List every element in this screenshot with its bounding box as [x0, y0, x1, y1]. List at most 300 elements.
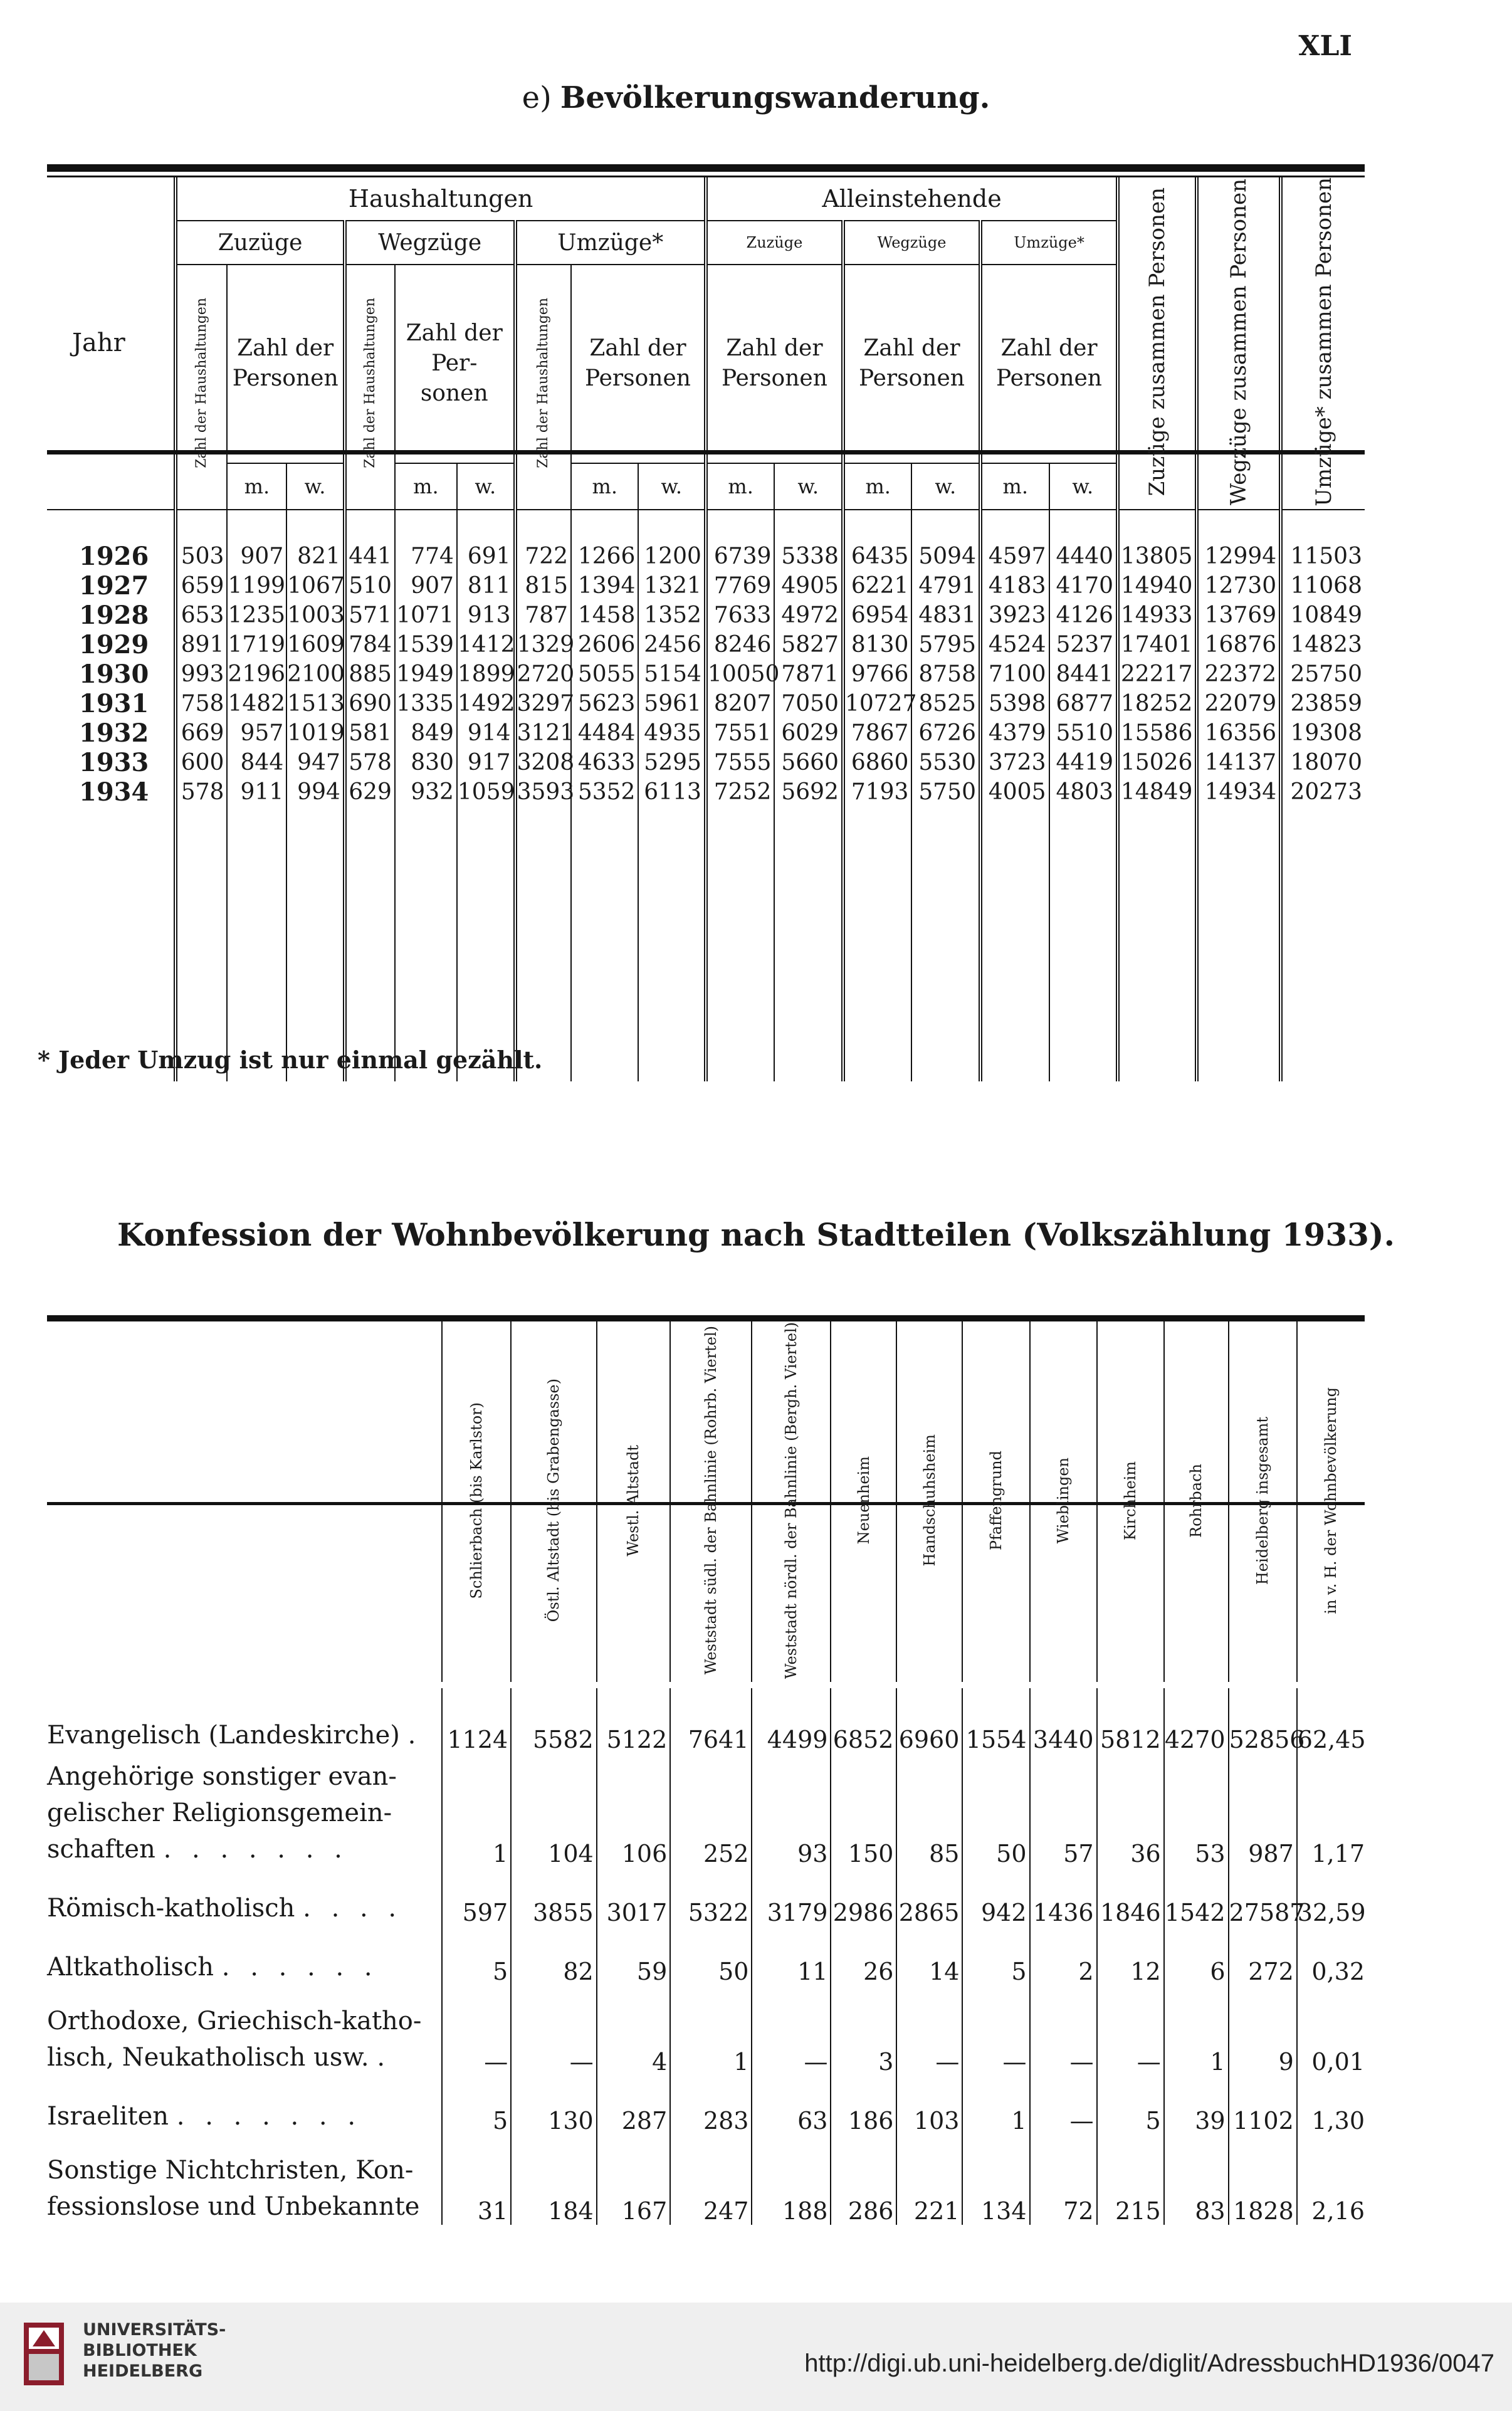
value-cell: 6877: [1049, 689, 1118, 718]
value-cell: 14934: [1197, 777, 1281, 807]
count-cell: 1: [962, 2076, 1029, 2135]
district-column-header: Östl. Altstadt (bis Grabengasse): [511, 1321, 596, 1682]
count-cell: —: [1097, 1985, 1164, 2076]
value-cell: 5295: [638, 748, 705, 777]
value-cell: 3593: [515, 777, 572, 807]
value-cell: 11068: [1281, 571, 1365, 601]
count-cell: 52856: [1229, 1688, 1297, 1753]
count-cell: 150: [831, 1753, 896, 1867]
w-label: w.: [1049, 463, 1118, 510]
hh-wegzuege: Wegzüge: [345, 221, 515, 265]
confession-label: Angehörige sonstiger evan- gelischer Religionsgemein- schaften . . . . . . .: [47, 1762, 397, 1864]
year-cell: 1932: [79, 718, 149, 748]
value-cell: 5530: [911, 748, 980, 777]
value-cell: 7050: [774, 689, 843, 718]
value-cell: 12994: [1197, 542, 1281, 571]
value-cell: 993: [176, 659, 227, 689]
value-cell: 691: [457, 542, 515, 571]
value-cell: 4183: [980, 571, 1049, 601]
confession-row: [47, 1753, 1365, 1867]
value-cell: 20273: [1281, 777, 1365, 807]
count-cell: —: [1030, 1985, 1097, 2076]
value-cell: 4633: [571, 748, 638, 777]
value-cell: 1003: [286, 601, 345, 630]
confession-table: [47, 1321, 1365, 2225]
count-cell: 167: [597, 2135, 671, 2225]
district-column-header: Weststadt südl. der Bahnlinie (Rohrb. Viertel): [670, 1321, 752, 1682]
value-cell: 815: [515, 571, 572, 601]
count-cell: 9: [1229, 1985, 1297, 2076]
value-cell: 1539: [395, 630, 457, 659]
col-zuzuege-zusammen: Zuzüge zusammen Personen: [1118, 177, 1197, 510]
count-cell: —: [962, 1985, 1029, 2076]
w-label: w.: [911, 463, 980, 510]
value-cell: 19308: [1281, 718, 1365, 748]
year-cell: 1934: [79, 777, 149, 807]
col-wegzuege-zusammen: Wegzüge zusammen Personen: [1197, 177, 1281, 510]
value-cell: 3923: [980, 601, 1049, 630]
value-cell: 8130: [843, 630, 912, 659]
value-cell: 4972: [774, 601, 843, 630]
col-umzuege-zusammen: Umzüge* zusammen Personen: [1281, 177, 1365, 510]
value-cell: 4935: [638, 718, 705, 748]
value-cell: 4484: [571, 718, 638, 748]
migration-row: [47, 601, 1365, 630]
value-cell: 2720: [515, 659, 572, 689]
count-cell: 215: [1097, 2135, 1164, 2225]
value-cell: 7551: [706, 718, 775, 748]
count-cell: —: [511, 1985, 596, 2076]
count-cell: 72: [1030, 2135, 1097, 2225]
value-cell: 6435: [843, 542, 912, 571]
value-cell: 8758: [911, 659, 980, 689]
value-cell: 10050: [706, 659, 775, 689]
value-cell: 14940: [1118, 571, 1197, 601]
district-column-header: Westl. Altstadt: [597, 1321, 671, 1682]
section1-title: [0, 80, 1512, 115]
value-cell: 1067: [286, 571, 345, 601]
value-cell: 6954: [843, 601, 912, 630]
value-cell: 1266: [571, 542, 638, 571]
value-cell: 18252: [1118, 689, 1197, 718]
migration-row: [47, 542, 1365, 571]
value-cell: 891: [176, 630, 227, 659]
value-cell: 907: [227, 542, 286, 571]
confession-row: [47, 1867, 1365, 1926]
value-cell: 7769: [706, 571, 775, 601]
value-cell: 1019: [286, 718, 345, 748]
value-cell: 4905: [774, 571, 843, 601]
value-cell: 911: [227, 777, 286, 807]
value-cell: 5352: [571, 777, 638, 807]
count-cell: 1: [442, 1753, 511, 1867]
count-cell: 11: [752, 1926, 831, 1985]
value-cell: 758: [176, 689, 227, 718]
count-cell: —: [752, 1985, 831, 2076]
year-cell: 1933: [79, 747, 149, 777]
count-cell: 1828: [1229, 2135, 1297, 2225]
value-cell: 1492: [457, 689, 515, 718]
value-cell: 5961: [638, 689, 705, 718]
al-umzuege: Umzüge*: [980, 221, 1118, 265]
table1-top-rule: [47, 164, 1365, 172]
library-logo-icon: [19, 2316, 69, 2392]
value-cell: 5692: [774, 777, 843, 807]
count-cell: 987: [1229, 1753, 1297, 1867]
value-cell: 5055: [571, 659, 638, 689]
percent-cell: 1,30: [1297, 2076, 1365, 2135]
value-cell: 932: [395, 777, 457, 807]
value-cell: 2456: [638, 630, 705, 659]
year-cell: 1931: [79, 688, 149, 718]
section2-title: Konfession der Wohnbevölkerung nach Stadtteilen (Volkszählung 1933).: [117, 1216, 1395, 1253]
m-label: m.: [571, 463, 638, 510]
value-cell: 6221: [843, 571, 912, 601]
col-jahr: Jahr: [47, 177, 176, 510]
count-cell: 103: [896, 2076, 962, 2135]
count-cell: —: [442, 1985, 511, 2076]
migration-row: [47, 777, 1365, 807]
value-cell: 503: [176, 542, 227, 571]
count-cell: 4499: [752, 1688, 831, 1753]
value-cell: 5660: [774, 748, 843, 777]
value-cell: 1071: [395, 601, 457, 630]
value-cell: 16876: [1197, 630, 1281, 659]
count-cell: 104: [511, 1753, 596, 1867]
value-cell: 6113: [638, 777, 705, 807]
confession-row: [47, 2135, 1365, 2225]
value-cell: 787: [515, 601, 572, 630]
value-cell: 581: [345, 718, 395, 748]
count-cell: 1: [1164, 1985, 1229, 2076]
value-cell: 10727: [843, 689, 912, 718]
value-cell: 7555: [706, 748, 775, 777]
value-cell: 1329: [515, 630, 572, 659]
percent-cell: 32,59: [1297, 1867, 1365, 1926]
count-cell: 5: [1097, 2076, 1164, 2135]
value-cell: 5154: [638, 659, 705, 689]
percent-cell: 0,01: [1297, 1985, 1365, 2076]
value-cell: 2100: [286, 659, 345, 689]
value-cell: 5338: [774, 542, 843, 571]
count-cell: 286: [831, 2135, 896, 2225]
value-cell: 629: [345, 777, 395, 807]
value-cell: 14137: [1197, 748, 1281, 777]
count-cell: 3855: [511, 1867, 596, 1926]
value-cell: 913: [457, 601, 515, 630]
count-cell: 1554: [962, 1688, 1029, 1753]
row-label-header: [47, 1321, 442, 1682]
m-label: m.: [227, 463, 286, 510]
value-cell: 7871: [774, 659, 843, 689]
count-cell: 272: [1229, 1926, 1297, 1985]
value-cell: 11503: [1281, 542, 1365, 571]
library-name: UNIVERSITÄTS- BIBLIOTHEK HEIDELBERG: [83, 2320, 226, 2381]
count-cell: 5122: [597, 1688, 671, 1753]
value-cell: 885: [345, 659, 395, 689]
value-cell: 6029: [774, 718, 843, 748]
migration-row: [47, 659, 1365, 689]
hh-umzuege-zahl-personen: Zahl der Personen: [571, 265, 706, 463]
migration-row: [47, 718, 1365, 748]
count-cell: 59: [597, 1926, 671, 1985]
w-label: w.: [457, 463, 515, 510]
value-cell: 821: [286, 542, 345, 571]
count-cell: 5322: [670, 1867, 752, 1926]
value-cell: 849: [395, 718, 457, 748]
count-cell: 31: [442, 2135, 511, 2225]
count-cell: 82: [511, 1926, 596, 1985]
count-cell: 3: [831, 1985, 896, 2076]
count-cell: 14: [896, 1926, 962, 1985]
value-cell: 4791: [911, 571, 980, 601]
value-cell: 917: [457, 748, 515, 777]
value-cell: 1321: [638, 571, 705, 601]
value-cell: 441: [345, 542, 395, 571]
confession-label: Altkatholisch . . . . . .: [47, 1953, 379, 1982]
value-cell: 7633: [706, 601, 775, 630]
value-cell: 15586: [1118, 718, 1197, 748]
m-label: m.: [843, 463, 912, 510]
value-cell: 1394: [571, 571, 638, 601]
al-wegzuege-zahl-personen: Zahl der Personen: [843, 265, 980, 463]
value-cell: 1482: [227, 689, 286, 718]
confession-label: Sonstige Nichtchristen, Kon- fessionslose und Unbekannte: [47, 2156, 420, 2222]
value-cell: 1199: [227, 571, 286, 601]
confession-row: [47, 1688, 1365, 1753]
count-cell: 5582: [511, 1688, 596, 1753]
value-cell: 1352: [638, 601, 705, 630]
value-cell: 15026: [1118, 748, 1197, 777]
value-cell: 25750: [1281, 659, 1365, 689]
value-cell: 830: [395, 748, 457, 777]
percent-cell: 62,45: [1297, 1688, 1365, 1753]
count-cell: 93: [752, 1753, 831, 1867]
al-umzuege-zahl-personen: Zahl der Personen: [980, 265, 1118, 463]
al-wegzuege: Wegzüge: [843, 221, 980, 265]
count-cell: 85: [896, 1753, 962, 1867]
confession-label: Israeliten . . . . . . .: [47, 2102, 362, 2131]
value-cell: 14849: [1118, 777, 1197, 807]
value-cell: 22372: [1197, 659, 1281, 689]
value-cell: 4170: [1049, 571, 1118, 601]
count-cell: 283: [670, 2076, 752, 2135]
count-cell: 50: [670, 1926, 752, 1985]
value-cell: 4440: [1049, 542, 1118, 571]
value-cell: 5750: [911, 777, 980, 807]
page-number: XLI: [1298, 30, 1352, 62]
value-cell: 5510: [1049, 718, 1118, 748]
district-column-header: in v. H. der Wohnbevölkerung: [1297, 1321, 1365, 1682]
count-cell: 3017: [597, 1867, 671, 1926]
value-cell: 13805: [1118, 542, 1197, 571]
value-cell: 8525: [911, 689, 980, 718]
value-cell: 690: [345, 689, 395, 718]
percent-cell: 0,32: [1297, 1926, 1365, 1985]
percent-cell: 1,17: [1297, 1753, 1365, 1867]
value-cell: 1513: [286, 689, 345, 718]
count-cell: 130: [511, 2076, 596, 2135]
migration-empty-area: [47, 807, 1365, 1081]
value-cell: 774: [395, 542, 457, 571]
value-cell: 571: [345, 601, 395, 630]
count-cell: 5: [442, 1926, 511, 1985]
count-cell: 1124: [442, 1688, 511, 1753]
m-label: m.: [395, 463, 457, 510]
migration-row: [47, 571, 1365, 601]
value-cell: 1949: [395, 659, 457, 689]
value-cell: 23859: [1281, 689, 1365, 718]
section1-footnote: * Jeder Umzug ist nur einmal gezählt.: [38, 1046, 543, 1074]
migration-row: [47, 689, 1365, 718]
count-cell: 252: [670, 1753, 752, 1867]
migration-row: [47, 630, 1365, 659]
value-cell: 6739: [706, 542, 775, 571]
confession-row: [47, 1926, 1365, 1985]
count-cell: 1846: [1097, 1867, 1164, 1926]
value-cell: 5795: [911, 630, 980, 659]
w-label: w.: [286, 463, 345, 510]
count-cell: 4270: [1164, 1688, 1229, 1753]
hh-umzuege-zahl-hh: Zahl der Haushaltungen: [515, 265, 572, 510]
count-cell: 1102: [1229, 2076, 1297, 2135]
value-cell: 957: [227, 718, 286, 748]
confession-label: Römisch-katholisch . . . .: [47, 1894, 403, 1923]
hh-zuzuege-zahl-hh: Zahl der Haushaltungen: [176, 265, 227, 510]
hh-umzuege: Umzüge*: [515, 221, 706, 265]
value-cell: 4126: [1049, 601, 1118, 630]
confession-row: [47, 2076, 1365, 2135]
district-column-header: Schlierbach (bis Karlstor): [442, 1321, 511, 1682]
value-cell: 653: [176, 601, 227, 630]
value-cell: 17401: [1118, 630, 1197, 659]
migration-row: [47, 748, 1365, 777]
value-cell: 659: [176, 571, 227, 601]
value-cell: 4005: [980, 777, 1049, 807]
count-cell: 1: [670, 1985, 752, 2076]
district-column-header: Heidelberg insgesamt: [1229, 1321, 1297, 1682]
value-cell: 1458: [571, 601, 638, 630]
value-cell: 5827: [774, 630, 843, 659]
year-cell: 1929: [79, 629, 149, 659]
value-cell: 1059: [457, 777, 515, 807]
value-cell: 510: [345, 571, 395, 601]
year-cell: 1930: [79, 659, 149, 689]
value-cell: 3297: [515, 689, 572, 718]
value-cell: 12730: [1197, 571, 1281, 601]
value-cell: 8441: [1049, 659, 1118, 689]
group-alleinstehende: Alleinstehende: [706, 177, 1118, 221]
count-cell: 2865: [896, 1867, 962, 1926]
table2-top-rule: [47, 1315, 1365, 1321]
count-cell: 3440: [1030, 1688, 1097, 1753]
district-column-header: Neuenheim: [831, 1321, 896, 1682]
count-cell: 597: [442, 1867, 511, 1926]
count-cell: 3179: [752, 1867, 831, 1926]
value-cell: 3208: [515, 748, 572, 777]
count-cell: 39: [1164, 2076, 1229, 2135]
district-column-header: Pfaffengrund: [962, 1321, 1029, 1682]
count-cell: 5: [442, 2076, 511, 2135]
value-cell: 578: [345, 748, 395, 777]
value-cell: 914: [457, 718, 515, 748]
value-cell: 4803: [1049, 777, 1118, 807]
value-cell: 4524: [980, 630, 1049, 659]
value-cell: 1412: [457, 630, 515, 659]
count-cell: 27587: [1229, 1867, 1297, 1926]
value-cell: 4379: [980, 718, 1049, 748]
district-column-header: Rohrbach: [1164, 1321, 1229, 1682]
value-cell: 4597: [980, 542, 1049, 571]
percent-cell: 2,16: [1297, 2135, 1365, 2225]
count-cell: 247: [670, 2135, 752, 2225]
value-cell: 5237: [1049, 630, 1118, 659]
source-url[interactable]: http://digi.ub.uni-heidelberg.de/diglit/AdressbuchHD1936/0047: [804, 2350, 1494, 2377]
district-column-header: Handschuhsheim: [896, 1321, 962, 1682]
count-cell: 36: [1097, 1753, 1164, 1867]
migration-table: [47, 177, 1365, 1081]
count-cell: 4: [597, 1985, 671, 2076]
m-label: m.: [980, 463, 1049, 510]
value-cell: 669: [176, 718, 227, 748]
count-cell: 6852: [831, 1688, 896, 1753]
count-cell: 6960: [896, 1688, 962, 1753]
count-cell: 6: [1164, 1926, 1229, 1985]
district-column-header: Weststadt nördl. der Bahnlinie (Bergh. Viertel): [752, 1321, 831, 1682]
count-cell: 5812: [1097, 1688, 1164, 1753]
value-cell: 844: [227, 748, 286, 777]
value-cell: 7100: [980, 659, 1049, 689]
value-cell: 8246: [706, 630, 775, 659]
value-cell: 9766: [843, 659, 912, 689]
value-cell: 14933: [1118, 601, 1197, 630]
hh-zuzuege-zahl-personen: Zahl der Personen: [227, 265, 344, 463]
count-cell: 12: [1097, 1926, 1164, 1985]
value-cell: 1719: [227, 630, 286, 659]
value-cell: 5094: [911, 542, 980, 571]
value-cell: 3121: [515, 718, 572, 748]
value-cell: 7252: [706, 777, 775, 807]
count-cell: 942: [962, 1867, 1029, 1926]
count-cell: 50: [962, 1753, 1029, 1867]
confession-label: Evangelisch (Landeskirche) .: [47, 1721, 423, 1750]
year-cell: 1928: [79, 600, 149, 630]
value-cell: 6860: [843, 748, 912, 777]
value-cell: 14823: [1281, 630, 1365, 659]
count-cell: 53: [1164, 1753, 1229, 1867]
value-cell: 22217: [1118, 659, 1197, 689]
count-cell: 83: [1164, 2135, 1229, 2225]
value-cell: 722: [515, 542, 572, 571]
count-cell: 2: [1030, 1926, 1097, 1985]
value-cell: 811: [457, 571, 515, 601]
hh-wegzuege-zahl-hh: Zahl der Haushaltungen: [345, 265, 395, 510]
count-cell: 57: [1030, 1753, 1097, 1867]
value-cell: 2606: [571, 630, 638, 659]
value-cell: 1609: [286, 630, 345, 659]
group-haushaltungen: Haushaltungen: [176, 177, 706, 221]
count-cell: —: [896, 1985, 962, 2076]
confession-row: [47, 1985, 1365, 2076]
value-cell: 13769: [1197, 601, 1281, 630]
value-cell: 5623: [571, 689, 638, 718]
al-zuzuege: Zuzüge: [706, 221, 843, 265]
count-cell: 221: [896, 2135, 962, 2225]
value-cell: 578: [176, 777, 227, 807]
section1-title-text: Bevölkerungswanderung.: [560, 80, 990, 115]
value-cell: 600: [176, 748, 227, 777]
value-cell: 18070: [1281, 748, 1365, 777]
